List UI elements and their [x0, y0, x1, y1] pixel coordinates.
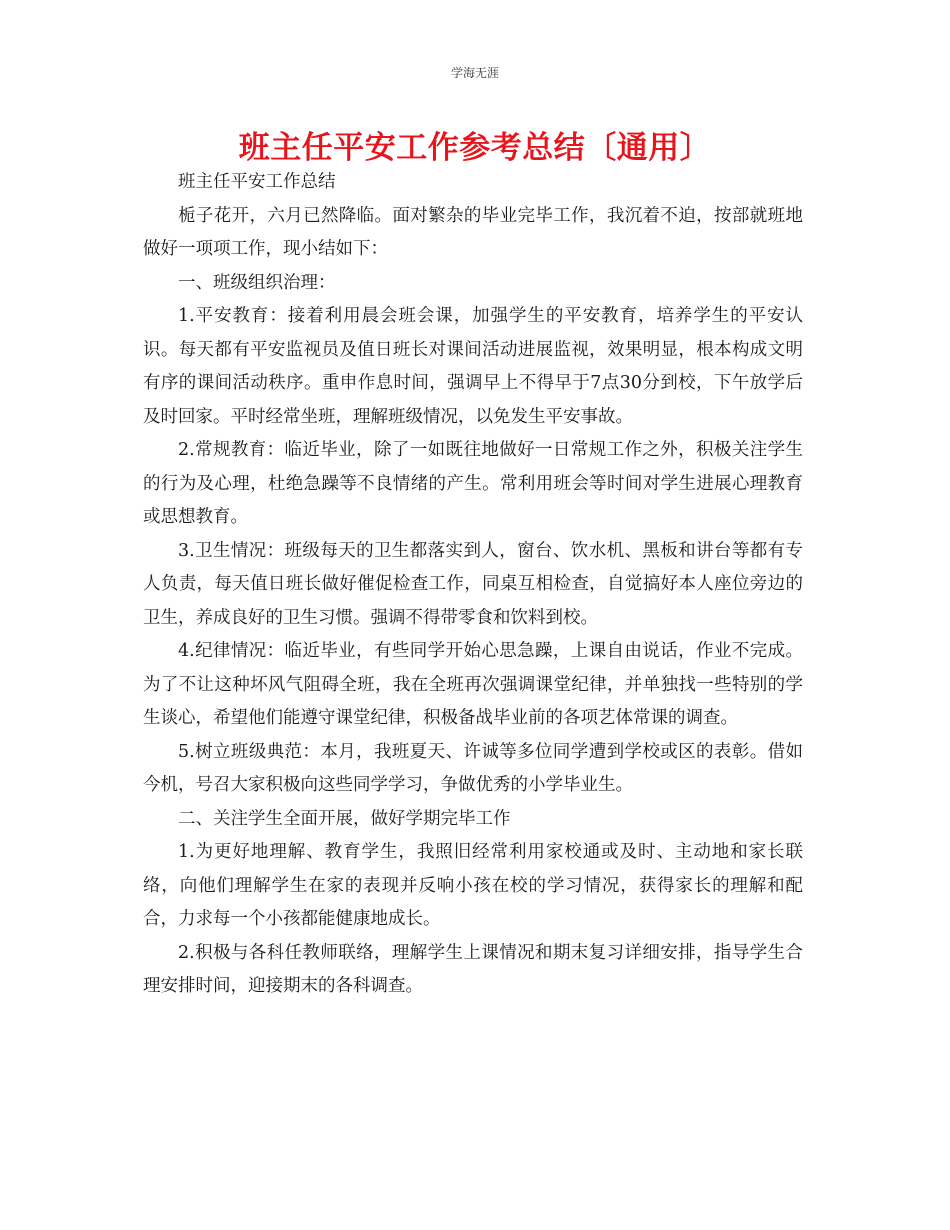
intro-paragraph: 栀子花开，六月已然降临。面对繁杂的毕业完毕工作，我沉着不迫，按部就班地做好一项项工作，现小结如下： — [143, 205, 803, 259]
paragraph-parent-contact: 1.为更好地理解、教育学生，我照旧经常利用家校通或及时、主动地和家长联络，向他们理解学生在家的表现并反响小孩在校的学习情况，获得家长的理解和配合，力求每一个小孩都能健康地成长。 — [143, 842, 803, 929]
paragraph-role-models: 5.树立班级典范：本月，我班夏天、许诚等多位同学遭到学校或区的表彰。借如今机，号召大家积极向这些同学学习，争做优秀的小学毕业生。 — [143, 741, 803, 795]
paragraph-hygiene: 3.卫生情况：班级每天的卫生都落实到人，窗台、饮水机、黑板和讲台等都有专人负责，每天值日班长做好催促检查工作，同桌互相检查，自觉搞好本人座位旁边的卫生，养成良好的卫生习惯。强调不得带零食和饮料到校。 — [143, 540, 803, 628]
document-body — [143, 166, 803, 1004]
page-header: 学海无涯 — [450, 66, 499, 80]
paragraph-safety-education: 1.平安教育：接着利用晨会班会课，加强学生的平安教育，培养学生的平安认识。每天都有平安监视员及值日班长对课间活动进展监视，效果明显，根本构成文明有序的课间活动秩序。重申作息时间，强调早上不得早于7点30分到校，下午放学后及时回家。平时经常坐班，理解班级情况，以免发生平安事故。 — [143, 306, 803, 427]
section-heading-1: 一、班级组织治理： — [178, 272, 336, 293]
paragraph-routine-education: 2.常规教育：临近毕业，除了一如既往地做好一日常规工作之外，积极关注学生的行为及心理，杜绝急躁等不良情绪的产生。常利用班会等时间对学生进展心理教育或思想教育。 — [143, 440, 803, 527]
subtitle-paragraph: 班主任平安工作总结 — [178, 172, 336, 192]
paragraph-teacher-contact: 2.积极与各科任教师联络，理解学生上课情况和期末复习详细安排，指导学生合理安排时间，迎接期末的各科调查。 — [143, 942, 803, 996]
document-title: 班主任平安工作参考总结〔通用〕 — [238, 130, 712, 166]
section-heading-2: 二、关注学生全面开展，做好学期完毕工作 — [178, 808, 511, 829]
paragraph-discipline: 4.纪律情况：临近毕业，有些同学开始心思急躁，上课自由说话，作业不完成。为了不让这种坏风气阻碍全班，我在全班再次强调课堂纪律，并单独找一些特别的学生谈心，希望他们能遵守课堂纪律，积极备战毕业前的各项艺体常课的调查。 — [143, 641, 803, 728]
